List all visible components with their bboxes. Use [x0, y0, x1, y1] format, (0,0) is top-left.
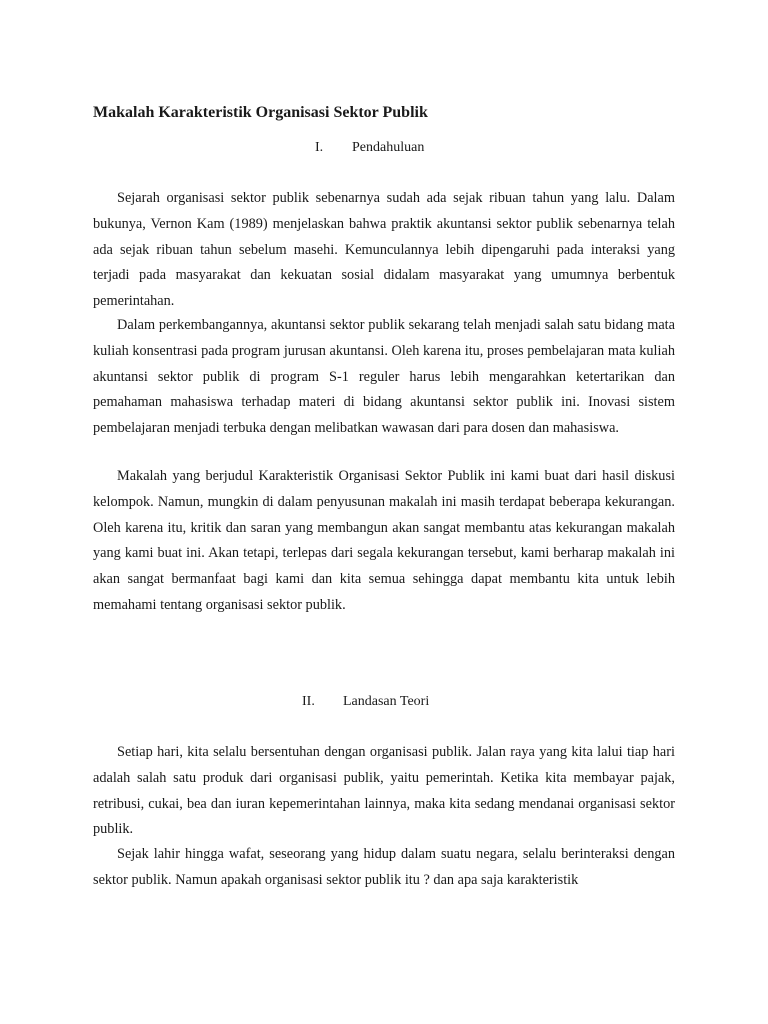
paragraph: Makalah yang berjudul Karakteristik Organisasi Sektor Publik ini kami buat dari hasil diskusi kelompok. Namun, mungkin di dalam penyusunan makalah ini masih terdapat beberapa kekurangan. Oleh karena itu, kritik dan saran yang membangun akan sangat membantu atas kekurangan makalah yang kami buat ini. Akan tetapi, terlepas dari segala kekurangan tersebut, kami berharap makalah ini akan sangat bermanfaat bagi kami dan kita semua sehingga dapat membantu kita untuk lebih memahami tentang organisasi sektor publik.	[93, 468, 675, 613]
section-title: Pendahuluan	[352, 140, 425, 155]
document-title: Makalah Karakteristik Organisasi Sektor Publik	[93, 104, 428, 121]
paragraph: Dalam perkembangannya, akuntansi sektor publik sekarang telah menjadi salah satu bidang mata kuliah konsentrasi pada program jurusan akuntansi. Oleh karena itu, proses pembelajaran mata kuliah akuntansi sektor publik di program S-1 reguler harus lebih mengarahkan ketertarikan dan pemahaman mahasiswa terhadap materi di bidang akuntansi sektor publik ini. Inovasi sistem pembelajaran menjadi terbuka dengan melibatkan wawasan dari para dosen dan mahasiswa.	[93, 317, 675, 437]
section-title: Landasan Teori	[343, 694, 430, 709]
section-number: II.	[302, 694, 315, 709]
paragraph: Sejarah organisasi sektor publik sebenarnya sudah ada sejak ribuan tahun yang lalu. Dalam bukunya, Vernon Kam (1989) menjelaskan bahwa praktik akuntansi sektor publik sebenarnya telah ada sejak ribuan tahun sebelum masehi. Kemunculannya lebih dipengaruhi pada interaksi yang terjadi pada masyarakat dan kekuatan sosial didalam masyarakat yang umumnya berbentuk pemerintahan.	[93, 190, 675, 310]
section-number: I.	[315, 140, 324, 155]
paragraph: Setiap hari, kita selalu bersentuhan dengan organisasi publik. Jalan raya yang kita lalui tiap hari adalah salah satu produk dari organisasi publik, yaitu pemerintah. Ketika kita membayar pajak, retribusi, cukai, bea dan iuran kepemerintahan lainnya, maka kita sedang mendanai organisasi sektor publik.	[93, 744, 675, 838]
paragraph: Sejak lahir hingga wafat, seseorang yang hidup dalam suatu negara, selalu berinteraksi dengan sektor publik. Namun apakah organisasi sektor publik itu ? dan apa saja karakteristik	[93, 846, 675, 888]
